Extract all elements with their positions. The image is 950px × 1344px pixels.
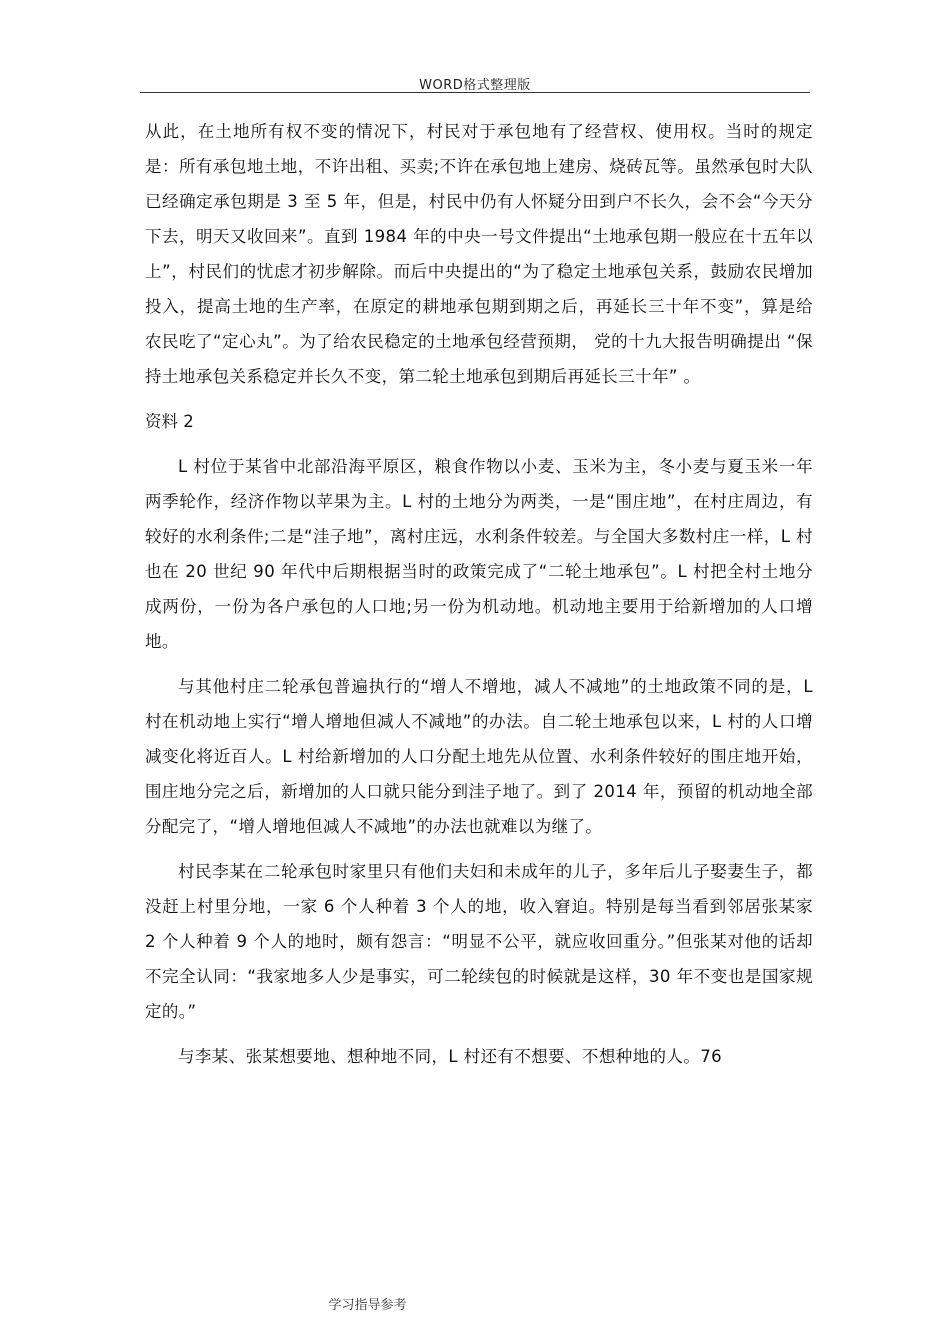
header-divider	[140, 92, 810, 93]
page-header: WORD格式整理版	[419, 78, 531, 93]
paragraph-1: L 村位于某省中北部沿海平原区，粮食作物以小麦、玉米为主，冬小麦与夏玉米一年两季轮作，经济作物以苹果为主。L 村的土地分为两类，一是“围庄地”，在村庄周边，有较好的水利条件;二是“洼子地”，离村庄远，水利条件较差。与全国大多数村庄一样，L 村也在 20 世纪 90 年代中后期根据当时的政策完成了“二轮土地承包”。L 村把全村土地分成两份，一份为各户承包的人口地;另一份为机动地。机动地主要用于给新增加的人口增地。	[145, 457, 813, 651]
paragraph-2: 与其他村庄二轮承包普遍执行的“增人不增地，减人不减地”的土地政策不同的是，L 村在机动地上实行“增人增地但减人不减地”的办法。自二轮土地承包以来，L 村的人口增减变化将近百人。L 村给新增加的人口分配土地先从位置、水利条件较好的围庄地开始，围庄地分完之后，新增加的人口就只能分到洼子地了。到了 2014 年，预留的机动地全部分配完了，“增人增地但减人不减地”的办法也就难以为继了。	[145, 677, 813, 836]
paragraph-3: 村民李某在二轮承包时家里只有他们夫妇和未成年的儿子，多年后儿子娶妻生子，都没赶上村里分地，一家 6 个人种着 3 个人的地，收入窘迫。特别是每当看到邻居张某家 2 个人种着 9 个人的地时，颇有怨言：“明显不公平，就应收回重分。”但张某对他的话却不完全认同：“我家地多人少是事实，可二轮续包的时候就是这样，30 年不变也是国家规定的。”	[145, 862, 813, 1021]
paragraph-4: 与李某、张某想要地、想种地不同，L 村还有不想要、不想种地的人。76	[178, 1047, 723, 1066]
section-heading: 资料 2	[145, 412, 194, 431]
page-footer: 学习指导参考	[328, 1298, 407, 1313]
document-body	[145, 114, 813, 1074]
paragraph-intro: 从此，在土地所有权不变的情况下，村民对于承包地有了经营权、使用权。当时的规定是：所有承包地土地，不许出租、买卖;不许在承包地上建房、烧砖瓦等。虽然承包时大队已经确定承包期是 3 至 5 年，但是，村民中仍有人怀疑分田到户不长久，会不会“今天分下去，明天又收回来”。直到 1984 年的中央一号文件提出“土地承包期一般应在十五年以上”，村民们的忧虑才初步解除。而后中央提出的“为了稳定土地承包关系，鼓励农民增加投入，提高土地的生产率，在原定的耕地承包期到期之后，再延长三十年不变”，算是给农民吃了“定心丸”。为了给农民稳定的土地承包经营预期， 党的十九大报告明确提出 “保持土地承包关系稳定并长久不变，第二轮土地承包到期后再延长三十年” 。	[145, 122, 813, 386]
